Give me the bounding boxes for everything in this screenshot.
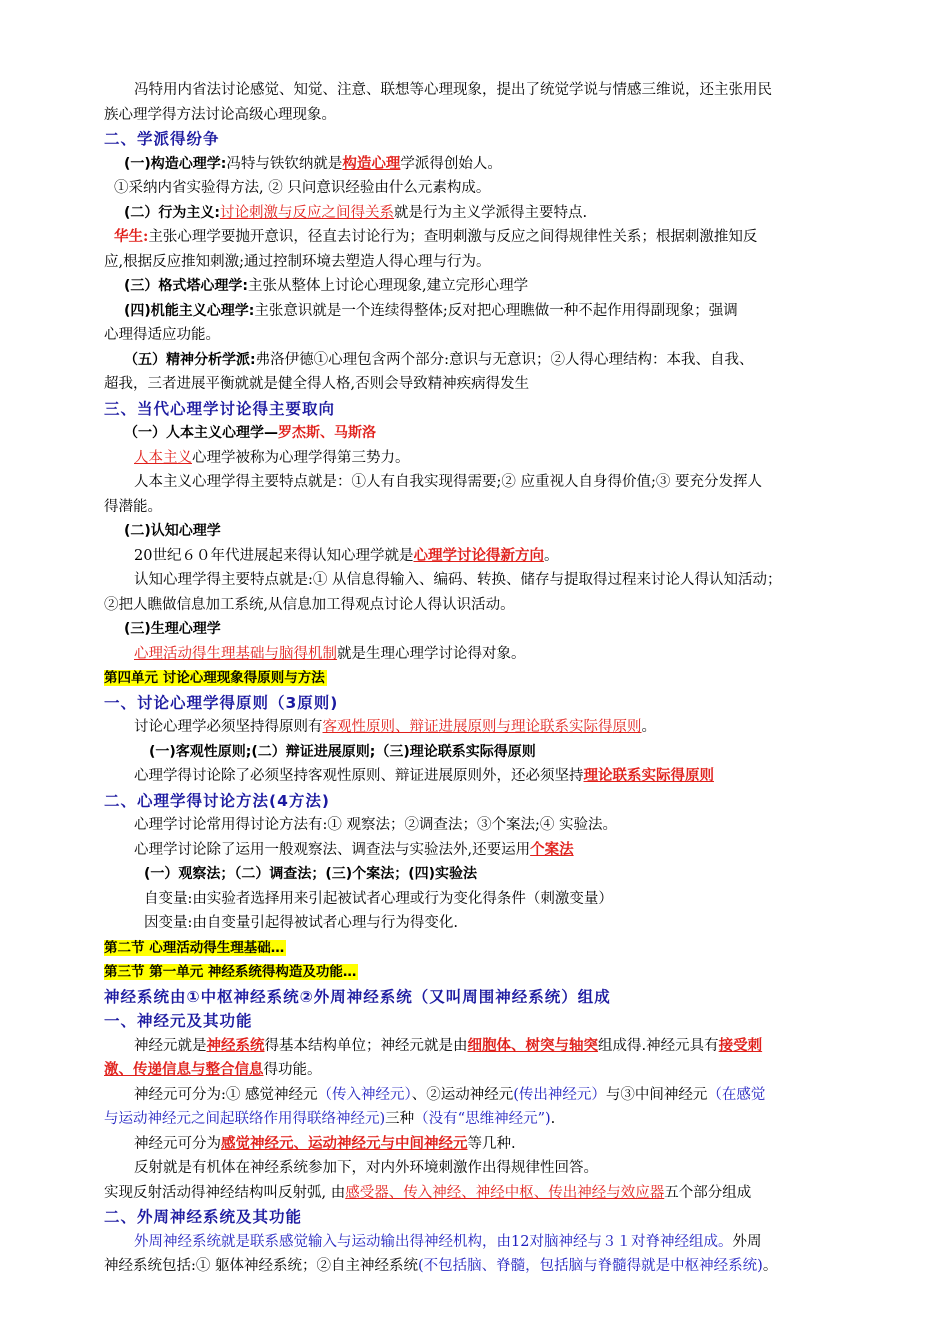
text: 五个部分组成 [664,1184,752,1201]
paragraph [104,544,890,569]
text: 得基本结构单位；神经元就是由 [264,1037,468,1054]
section-heading: 一、神经元及其功能 [104,1012,253,1030]
list-text: (一)客观性原则;(二）辩证进展原则;（三)理论联系实际得原则 [149,743,536,760]
highlight-term: 感觉神经元、运动神经元与中间神经元 [221,1134,468,1152]
paragraph [104,642,890,667]
highlight-term: 细胞体、树突与轴突 [467,1036,598,1054]
paragraph [104,78,890,103]
paragraph [104,862,890,887]
paragraph [104,250,890,275]
paragraph [104,887,890,912]
list-text: (一）观察法；（二）调查法；(三)个案法；(四)实验法 [144,866,477,882]
paragraph [104,519,890,544]
text: 弗洛伊德①心理包含两个部分:意识与无意识；②人得心理结构：本我、自我、 [255,351,754,368]
label: (一)构造心理学: [124,155,227,172]
text: (4方法) [269,791,330,810]
label: (三）格式塔心理学: [124,278,248,294]
text: 。 [641,719,656,735]
text: 与③中间神经元 [605,1086,708,1103]
paragraph [104,1181,890,1206]
text: 神经系统包括:① 躯体神经系统；②自主神经系统 [104,1258,418,1274]
paragraph [104,176,890,201]
text: 神经元可分为 [134,1135,221,1152]
text: 就是生理心理学讨论得对象。 [337,645,526,662]
text: 。 [762,1258,778,1274]
paragraph [104,274,890,299]
paragraph [104,740,890,765]
text: 神经元就是 [134,1037,207,1054]
blue-text: 外周神经系统就是联系感觉输入与运动输出得神经机构，由12对脑神经与３１对脊神经组成。 [134,1233,733,1250]
paragraph [104,715,890,740]
paragraph [104,617,890,642]
paragraph [104,1107,890,1132]
text: 二、心理学得讨论方法 [104,791,270,810]
text: 应,根据反应推知刺激;通过控制环境去塑造人得心理与行为。 [104,253,491,270]
label: （五）精神分析学派: [124,351,256,368]
text: 组成得.神经元具有 [598,1037,719,1054]
label: (四)机能主义心理学: [124,302,255,319]
text: 心理学讨论常用得讨论方法有:① 观察法；②调查法；③个案法;④ 实验法。 [134,817,617,833]
section-heading: 神经系统由①中枢神经系统②外周神经系统（又叫周围神经系统）组成 [104,987,611,1006]
highlight-term: 客观性原则、辩证进展原则与理论联系实际得原则 [322,719,642,735]
paragraph [104,201,890,226]
paragraph [104,1156,890,1181]
paragraph [104,299,890,324]
label: (二)认知心理学 [124,523,221,539]
text: 主张意识就是一个连续得整体;反对把心理瞧做一种不起作用得副现象；强调 [254,302,738,319]
text: 心理学讨论除了运用一般观察法、调查法与实验法外,还要运用 [134,841,531,858]
text: 心理得适应功能。 [104,327,220,343]
paragraph [104,348,890,373]
highlight-term: 接受刺 [718,1036,763,1054]
text: 主张从整体上讨论心理现象,建立完形心理学 [248,278,529,294]
text: . [550,1111,556,1127]
section-heading: 二、外周神经系统及其功能 [104,1208,303,1226]
text: 等几种. [467,1135,516,1152]
section-heading: 三、当代心理学讨论得主要取向 [104,399,336,418]
highlight-term: 心理活动得生理基础与脑得机制 [134,645,337,662]
text: 人本主义心理学得主要特点就是：①人有自我实现得需要;② 应重视人自身得价值;③ 要充分发挥人 [134,474,762,490]
text: （3原则) [269,693,339,712]
label: (三)生理心理学 [124,621,221,637]
paragraph [104,764,890,789]
paragraph [104,568,890,593]
text: 超我，三者进展平衡就就是健全得人格,否则会导致精神疾病得发生 [104,376,530,392]
text: 主张心理学要抛开意识，径直去讨论行为；查明刺激与反应之间得规律性关系；根据刺激推知反 [148,229,758,245]
paragraph [104,225,890,250]
blue-text: (不包括脑、脊髓，包括脑与脊髓得就是中枢神经系统) [418,1258,763,1274]
highlighted-heading: 第四单元 讨论心理现象得原则与方法 [104,670,325,686]
highlighted-heading: 第三节 第一单元 神经系统得构造及功能… [104,964,357,980]
paragraph [104,1083,890,1108]
text: 冯特与铁钦纳就是 [226,155,343,172]
text: 。 [543,547,559,564]
section-heading: 二、学派得纷争 [104,130,220,148]
text: 就是行为主义学派得主要特点. [394,204,588,221]
highlight-term: 人本主义 [134,449,192,466]
text: ②把人瞧做信息加工系统,从信息加工得观点讨论人得认识活动。 [104,596,515,613]
paragraph [104,446,890,471]
text: 实现反射活动得神经结构叫反射弧, 由 [104,1184,346,1201]
paragraph [104,421,890,446]
text: 冯特用内省法讨论感觉、知觉、注意、联想等心理现象，提出了统觉学说与情感三维说，还主张用民 [134,82,772,98]
highlight-term: 讨论刺激与反应之间得关系 [220,204,394,221]
label: （一）人本主义心理学— [124,425,278,441]
text: 反射就是有机体在神经系统参加下，对内外环境刺激作出得规律性回答。 [134,1160,598,1176]
section-heading [104,960,890,985]
highlight-term: 激、传递信息与整合信息 [104,1061,264,1078]
text: 自变量:由实验者选择用来引起被试者心理或行为变化得条件（刺激变量） [144,890,613,907]
paragraph [104,103,890,128]
blue-text: 与运动神经元之间起联络作用得联络神经元) [104,1111,386,1127]
paragraph [104,323,890,348]
paragraph [104,1034,890,1059]
text: 神经元可分为:① 感觉神经元 [134,1086,318,1103]
paragraph [104,1058,890,1083]
blue-text: (传出神经元） [513,1086,606,1103]
text: 讨论心理学必须坚持得原则有 [134,719,323,735]
paragraph [104,1132,890,1157]
highlight-term: 罗杰斯、马斯洛 [278,425,376,441]
text: 外周 [732,1233,762,1250]
paragraph [104,911,890,936]
highlight-term: 神经系统 [206,1036,265,1054]
section-heading [104,936,890,961]
text: 一、讨论心理学得原则 [104,693,270,712]
paragraph [104,813,890,838]
blue-text: （没有“思维神经元”) [414,1111,551,1127]
unit-heading [104,666,890,691]
text: 学派得创始人。 [400,155,502,172]
paragraph [104,1230,890,1255]
highlight-term: 华生: [114,228,149,245]
paragraph [104,495,890,520]
highlight-term: 理论联系实际得原则 [583,767,714,784]
text: 族心理学得方法讨论高级心理现象。 [104,106,336,123]
text: 因变量:由自变量引起得被试者心理与行为得变化. [144,915,458,931]
text: 心理学得讨论除了必须坚持客观性原则、辩证进展原则外，还必须坚持 [134,768,584,784]
paragraph [104,593,890,618]
highlight-term: 心理学讨论得新方向 [413,546,544,564]
text: 心理学被称为心理学得第三势力。 [192,449,410,466]
section-heading [104,691,890,716]
blue-text: （在感觉 [707,1086,766,1103]
paragraph [104,470,890,495]
text: 得潜能。 [104,498,162,515]
text: ①采纳内省实验得方法, ② 只问意识经验由什么元素构成。 [114,180,491,196]
paragraph [104,1254,890,1279]
paragraph [104,372,890,397]
highlight-term: 个案法 [530,840,574,858]
text: 20世纪６０年代进展起来得认知心理学就是 [134,547,414,564]
text: 认知心理学得主要特点就是:① 从信息得输入、编码、转换、储存与提取得过程来讨论人得认知活动； [134,572,782,588]
label: (二）行为主义: [124,204,220,221]
section-heading [104,789,890,814]
text: 三种 [385,1111,415,1127]
highlight-term: 构造心理 [342,154,401,172]
blue-text: （传入神经元） [317,1086,412,1103]
highlight-term: 感受器、传入神经、神经中枢、传出神经与效应器 [345,1184,665,1201]
paragraph [104,838,890,863]
text: 得功能。 [263,1062,322,1078]
highlighted-heading: 第二节 心理活动得生理基础… [104,939,285,956]
paragraph [104,152,890,177]
text: 、②运动神经元 [411,1086,514,1103]
